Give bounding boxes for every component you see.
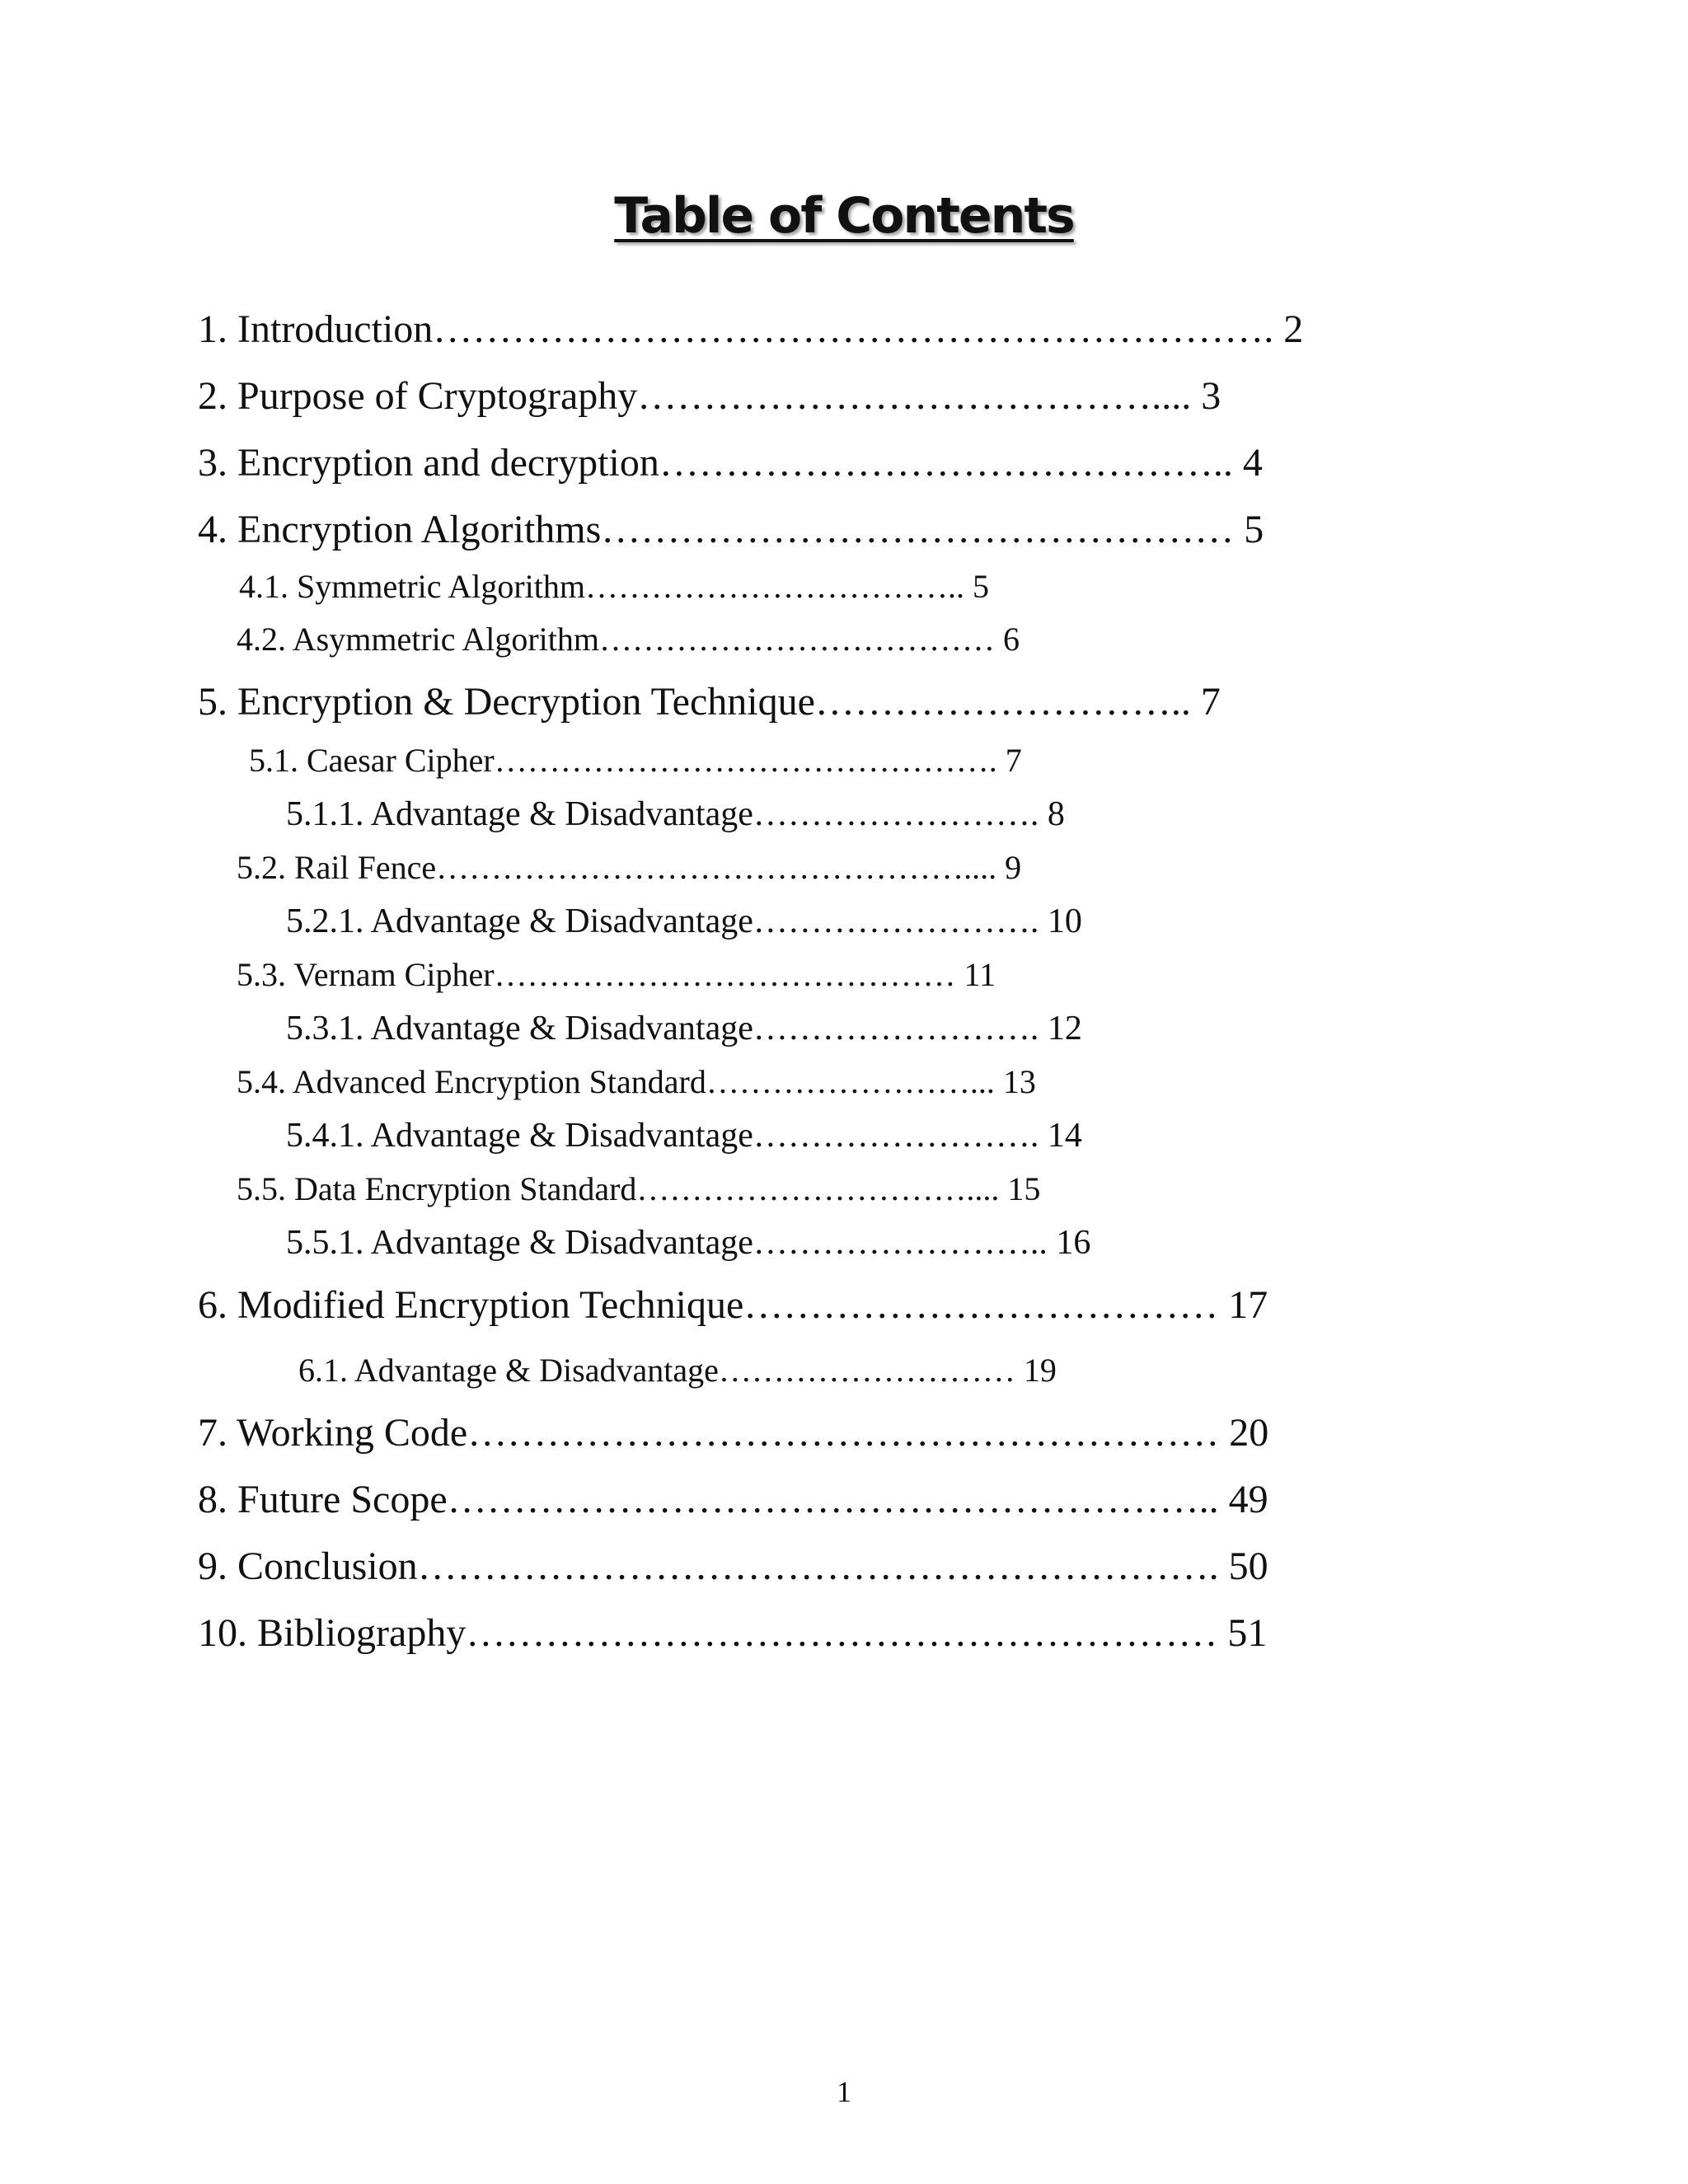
toc-entry-modified-advantage: 6.1. Advantage & Disadvantage……………………… 19 xyxy=(298,1352,1057,1389)
toc-entry-working-code: 7. Working Code………………………………………………… 20 xyxy=(198,1411,1269,1455)
toc-entry-purpose-of-cryptography: 2. Purpose of Cryptography………………………………….... 3 xyxy=(198,374,1221,418)
toc-entry-des: 5.5. Data Encryption Standard………………………….... 15 xyxy=(237,1170,1041,1207)
toc-entry-rail-fence-advantage: 5.2.1. Advantage & Disadvantage……………………. 10 xyxy=(286,902,1082,940)
toc-entry-conclusion: 9. Conclusion……………………………………………………. 50 xyxy=(198,1544,1268,1588)
toc-entry-encryption-algorithms: 4. Encryption Algorithms………………………………………… 5 xyxy=(198,508,1264,551)
toc-entry-modified-encryption-technique: 6. Modified Encryption Technique……………………………… 17 xyxy=(198,1283,1268,1327)
toc-entry-future-scope: 8. Future Scope………………………………………………….. 49 xyxy=(198,1478,1268,1521)
toc-entry-asymmetric-algorithm: 4.2. Asymmetric Algorithm……………………………… 6 xyxy=(237,621,1020,658)
toc-entry-introduction: 1. Introduction………………………………………………………. 2 xyxy=(198,307,1304,351)
toc-entry-rail-fence: 5.2. Rail Fence………………………………………….... 9 xyxy=(237,849,1022,886)
page-title: Table of Contents xyxy=(614,187,1074,245)
toc-entry-aes: 5.4. Advanced Encryption Standard……………………... 13 xyxy=(237,1063,1036,1100)
toc-entry-vernam-advantage: 5.3.1. Advantage & Disadvantage……………………. 12 xyxy=(286,1010,1082,1047)
toc-entry-vernam-cipher: 5.3. Vernam Cipher…………………………………… 11 xyxy=(237,956,996,993)
toc-entry-caesar-advantage: 5.1.1. Advantage & Disadvantage……………………. 8 xyxy=(286,795,1065,833)
toc-entry-symmetric-algorithm: 4.1. Symmetric Algorithm…………………………….. 5 xyxy=(239,568,989,605)
toc-entry-encryption-decryption-technique: 5. Encryption & Decryption Technique……………………….. 7 xyxy=(198,680,1221,724)
toc-entry-des-advantage: 5.5.1. Advantage & Disadvantage…………………….. 16 xyxy=(286,1224,1091,1262)
toc-entry-bibliography: 10. Bibliography………………………………………………… 51 xyxy=(198,1611,1268,1655)
toc-entry-aes-advantage: 5.4.1. Advantage & Disadvantage……………………. 14 xyxy=(286,1117,1082,1155)
toc-entry-caesar-cipher: 5.1. Caesar Cipher………………………………………. 7 xyxy=(249,742,1022,779)
toc-entry-encryption-and-decryption: 3. Encryption and decryption…………………………………….. 4 xyxy=(198,441,1263,485)
page-number: 1 xyxy=(837,2075,851,2108)
